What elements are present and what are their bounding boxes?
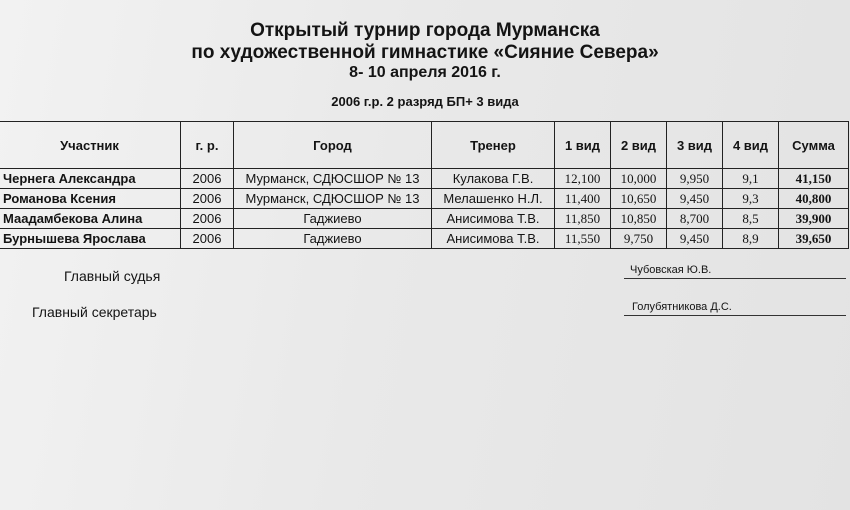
city: Мурманск, СДЮСШОР № 13 xyxy=(234,169,432,189)
table-row xyxy=(0,229,849,249)
score-apparatus-2: 10,000 xyxy=(611,169,667,189)
chief-judge-signature-line xyxy=(624,278,846,279)
column-header-city: Город xyxy=(234,122,432,169)
score-apparatus-4: 9,3 xyxy=(723,189,779,209)
score-apparatus-3: 9,450 xyxy=(667,189,723,209)
column-header-apparatus-2: 2 вид xyxy=(611,122,667,169)
city: Гаджиево xyxy=(234,229,432,249)
column-header-total: Сумма xyxy=(779,122,849,169)
column-header-apparatus-3: 3 вид xyxy=(667,122,723,169)
table-row xyxy=(0,189,849,209)
birth-year: 2006 xyxy=(181,209,234,229)
score-apparatus-2: 10,650 xyxy=(611,189,667,209)
participant-name: Чернега Александра xyxy=(0,169,181,189)
score-apparatus-1: 11,850 xyxy=(555,209,611,229)
column-header-apparatus-1: 1 вид xyxy=(555,122,611,169)
table-row xyxy=(0,209,849,229)
table-row xyxy=(0,169,849,189)
column-header-birth-year: г. р. xyxy=(181,122,234,169)
score-total: 39,650 xyxy=(779,229,849,249)
score-apparatus-3: 9,950 xyxy=(667,169,723,189)
score-total: 40,800 xyxy=(779,189,849,209)
score-apparatus-2: 9,750 xyxy=(611,229,667,249)
birth-year: 2006 xyxy=(181,189,234,209)
column-header-coach: Тренер xyxy=(432,122,555,169)
column-header-apparatus-4: 4 вид xyxy=(723,122,779,169)
participant-name: Бурнышева Ярослава xyxy=(0,229,181,249)
birth-year: 2006 xyxy=(181,169,234,189)
chief-judge-name: Чубовская Ю.В. xyxy=(630,264,712,276)
table-header-row xyxy=(0,122,849,169)
column-header-participant: Участник xyxy=(0,122,181,169)
score-apparatus-1: 11,400 xyxy=(555,189,611,209)
score-total: 41,150 xyxy=(779,169,849,189)
score-apparatus-3: 8,700 xyxy=(667,209,723,229)
score-apparatus-4: 8,9 xyxy=(723,229,779,249)
participant-name: Романова Ксения xyxy=(0,189,181,209)
coach: Анисимова Т.В. xyxy=(432,229,555,249)
chief-secretary-signature-line xyxy=(624,315,846,316)
category-label: 2006 г.р. 2 разряд БП+ 3 вида xyxy=(331,94,519,109)
document-dates: 8- 10 апреля 2016 г. xyxy=(349,64,501,81)
city: Мурманск, СДЮСШОР № 13 xyxy=(234,189,432,209)
score-apparatus-3: 9,450 xyxy=(667,229,723,249)
coach: Кулакова Г.В. xyxy=(432,169,555,189)
document-subtitle: по художественной гимнастике «Сияние Севера» xyxy=(191,42,659,63)
score-apparatus-4: 8,5 xyxy=(723,209,779,229)
coach: Анисимова Т.В. xyxy=(432,209,555,229)
document-title: Открытый турнир города Мурманска xyxy=(250,20,600,41)
score-apparatus-1: 11,550 xyxy=(555,229,611,249)
score-apparatus-1: 12,100 xyxy=(555,169,611,189)
chief-judge-label: Главный судья xyxy=(64,268,161,284)
score-apparatus-4: 9,1 xyxy=(723,169,779,189)
birth-year: 2006 xyxy=(181,229,234,249)
coach: Мелашенко Н.Л. xyxy=(432,189,555,209)
participant-name: Маадамбекова Алина xyxy=(0,209,181,229)
chief-secretary-label: Главный секретарь xyxy=(32,304,157,320)
city: Гаджиево xyxy=(234,209,432,229)
score-apparatus-2: 10,850 xyxy=(611,209,667,229)
results-table xyxy=(0,121,849,249)
chief-secretary-name: Голубятникова Д.С. xyxy=(632,301,732,313)
score-total: 39,900 xyxy=(779,209,849,229)
